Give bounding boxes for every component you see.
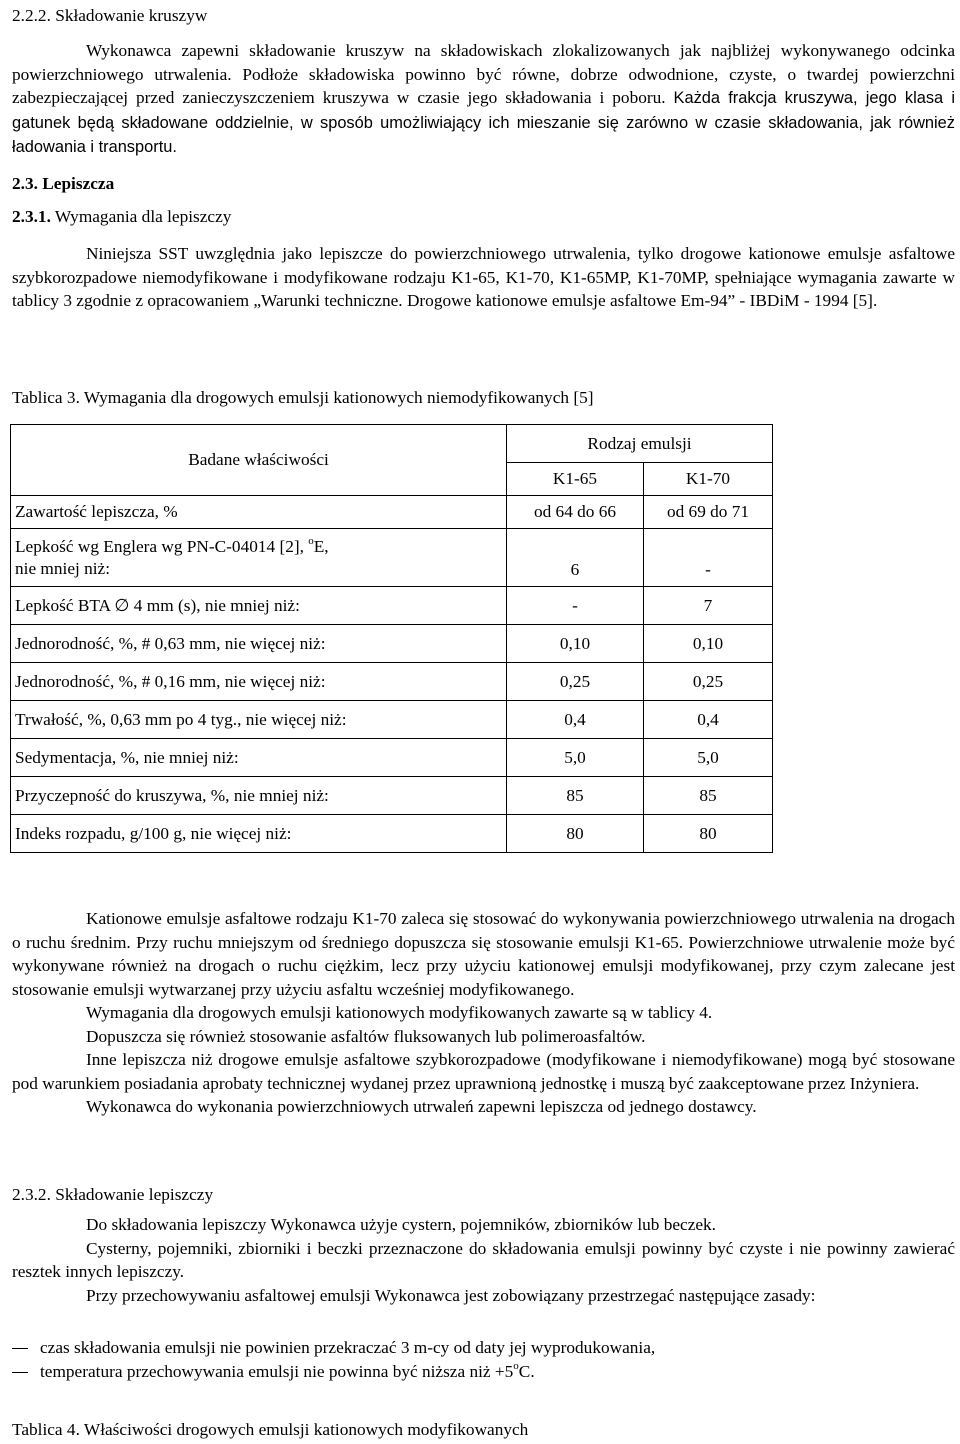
- row-value-k1-65: 80: [507, 815, 644, 853]
- paragraph-binder-requirements: [12, 242, 955, 313]
- section-title-2-3-1: Wymagania dla lepiszczy: [54, 207, 232, 226]
- table-row: [11, 663, 773, 701]
- table-3-caption: Tablica 3. Wymagania dla drogowych emulsji kationowych niemodyfikowanych [5]: [12, 388, 594, 407]
- diameter-icon: ∅: [114, 595, 130, 616]
- dash-bullet-icon: [12, 1348, 28, 1349]
- row-value-k1-70: od 69 do 71: [644, 496, 773, 529]
- binder-requirements-text: Niniejsza SST uwzględnia jako lepiszcze do powierzchniowego utrwalenia, tylko drogowe kationowe emulsje asfaltowe szybkorozpadowe niemodyfikowane i modyfikowane rodzaju K1-65, K1-70, K1-65MP, K1-70MP, spełniające wymagania zawarte w tablicy 3 zgodnie z opracowaniem „Warunki techniczne. Drogowe kationowe emulsje asfaltowe Em-94” - IBDiM - 1994 [5].: [12, 244, 955, 310]
- row-value-k1-70: 0,10: [644, 625, 773, 663]
- table-row: [11, 625, 773, 663]
- row-value-k1-65: 0,4: [507, 701, 644, 739]
- section-heading-2-2-2: 2.2.2. Składowanie kruszyw: [12, 6, 208, 25]
- row-value-k1-65: 0,10: [507, 625, 644, 663]
- table-4-caption: Tablica 4. Właściwości drogowych emulsji kationowych modyfikowanych: [12, 1420, 529, 1439]
- paragraph-table-4-reference: Wymagania dla drogowych emulsji kationowych modyfikowanych zawarte są w tablicy 4.: [86, 1003, 713, 1022]
- row-value-k1-65: -: [507, 587, 644, 625]
- paragraph-aggregate-storage: [12, 39, 955, 160]
- paragraph-container-cleanliness: Cysterny, pojemniki, zbiorniki i beczki przeznaczone do składowania emulsji powinny być czyste i nie powinny zawierać resztek innych lepiszczy.: [12, 1238, 955, 1281]
- table-row: [11, 529, 773, 587]
- table-row: [11, 815, 773, 853]
- table-row: [11, 496, 773, 529]
- row-value-k1-65: 0,25: [507, 663, 644, 701]
- table-3: [10, 424, 773, 853]
- row-value-k1-70: 80: [644, 815, 773, 853]
- aggregate-storage-text: Wykonawca zapewni składowanie kruszyw na składowiskach zlokalizowanych jak najbliżej wykonywanego odcinka powierzchniowego utrwalenia. Podłoże składowiska powinno być równe, dobrze odwodnione, czyste, o twardej powierzchni zabezpieczającej przed zanieczyszczeniem kruszywa w czasie jego składowania i poboru.: [12, 41, 955, 107]
- table-row: [11, 701, 773, 739]
- table-header-row: [11, 425, 773, 463]
- table-row: [11, 777, 773, 815]
- section-heading-2-3: 2.3. Lepiszcza: [12, 174, 115, 193]
- row-value-k1-65: 6: [507, 529, 644, 587]
- table-row: [11, 739, 773, 777]
- paragraph-other-binders: Inne lepiszcza niż drogowe emulsje asfaltowe szybkorozpadowe (modyfikowane i niemodyfikowane) mogą być stosowane pod warunkiem posiadania aprobaty technicznej wydanej przez uprawnioną jednostkę i muszą być zaakceptowane przez Inżyniera.: [12, 1050, 955, 1093]
- paragraph-storage-containers: Do składowania lepiszczy Wykonawca użyje cystern, pojemników, zbiorników lub beczek.: [86, 1215, 717, 1234]
- header-emulsion-type: Rodzaj emulsji: [507, 425, 773, 463]
- paragraphs-binder-storage: [12, 1213, 955, 1307]
- section-number-2-3-1: 2.3.1.: [12, 207, 51, 226]
- header-k1-65: K1-65: [507, 463, 644, 496]
- section-heading-2-3-2: 2.3.2. Składowanie lepiszczy: [12, 1185, 214, 1204]
- row-label: Zawartość lepiszcza, %: [11, 496, 507, 529]
- row-value-k1-65: od 64 do 66: [507, 496, 644, 529]
- header-k1-70: K1-70: [644, 463, 773, 496]
- bullet-storage-time: czas składowania emulsji nie powinien przekraczać 3 m-cy od daty jej wyprodukowania,: [12, 1336, 955, 1360]
- paragraphs-after-table: [12, 907, 955, 1119]
- section-heading-2-3-1: [12, 205, 231, 229]
- row-value-k1-70: 7: [644, 587, 773, 625]
- row-value-k1-70: 0,4: [644, 701, 773, 739]
- dash-bullet-icon: [12, 1372, 28, 1373]
- row-label: Lepkość BTA ∅ 4 mm (s), nie mniej niż:: [11, 587, 507, 625]
- table-row: [11, 587, 773, 625]
- row-label: Przyczepność do kruszywa, %, nie mniej niż:: [11, 777, 507, 815]
- row-value-k1-70: 85: [644, 777, 773, 815]
- row-label: Trwałość, %, 0,63 mm po 4 tyg., nie więcej niż:: [11, 701, 507, 739]
- row-value-k1-70: 5,0: [644, 739, 773, 777]
- paragraph-storage-rules: Przy przechowywaniu asfaltowej emulsji Wykonawca jest zobowiązany przestrzegać następujące zasady:: [86, 1285, 816, 1305]
- row-label: Lepkość wg Englera wg PN-C-04014 [2], $^o$E, nie mniej niż:: [11, 529, 507, 587]
- row-label: Indeks rozpadu, g/100 g, nie więcej niż:: [11, 815, 507, 853]
- aggregate-fraction-text: Każda frakcja kruszywa, jego klasa i gatunek będą składowane oddzielnie, w sposób umożliwiający ich mieszanie się zarówno w czasie składowania, jak również ładowania i transportu.: [12, 89, 955, 156]
- paragraph-fluxed-asphalts: Dopuszcza się również stosowanie asfaltów fluksowanych lub polimeroasfaltów.: [86, 1026, 646, 1046]
- row-value-k1-70: -: [644, 529, 773, 587]
- paragraph-k1-70-recommendation: Kationowe emulsje asfaltowe rodzaju K1-70 zaleca się stosować do wykonywania powierzchniowego utrwalenia na drogach o ruchu średnim. Przy ruchu mniejszym od średniego dopuszcza się stosowanie emulsji K1-65. Powierzchniowe utrwalenie może być wykonywane również na drogach o ruchu ciężkim, lecz przy użyciu kationowej emulsji modyfikowanej, przy czym zalecane jest stosowanie emulsji wytwarzanej przy użyciu asfaltu wcześniej modyfikowanego.: [12, 909, 955, 999]
- row-label: Jednorodność, %, # 0,16 mm, nie więcej niż:: [11, 663, 507, 701]
- bullet-storage-temperature: temperatura przechowywania emulsji nie powinna być niższa niż $+5^oC$.: [12, 1360, 955, 1384]
- row-value-k1-65: 85: [507, 777, 644, 815]
- row-value-k1-70: 0,25: [644, 663, 773, 701]
- row-label: Jednorodność, %, # 0,63 mm, nie więcej niż:: [11, 625, 507, 663]
- paragraph-single-supplier: Wykonawca do wykonania powierzchniowych utrwaleń zapewni lepiszcza od jednego dostawcy.: [86, 1097, 757, 1116]
- row-value-k1-65: 5,0: [507, 739, 644, 777]
- row-label: Sedymentacja, %, nie mniej niż:: [11, 739, 507, 777]
- header-property: Badane właściwości: [11, 425, 507, 496]
